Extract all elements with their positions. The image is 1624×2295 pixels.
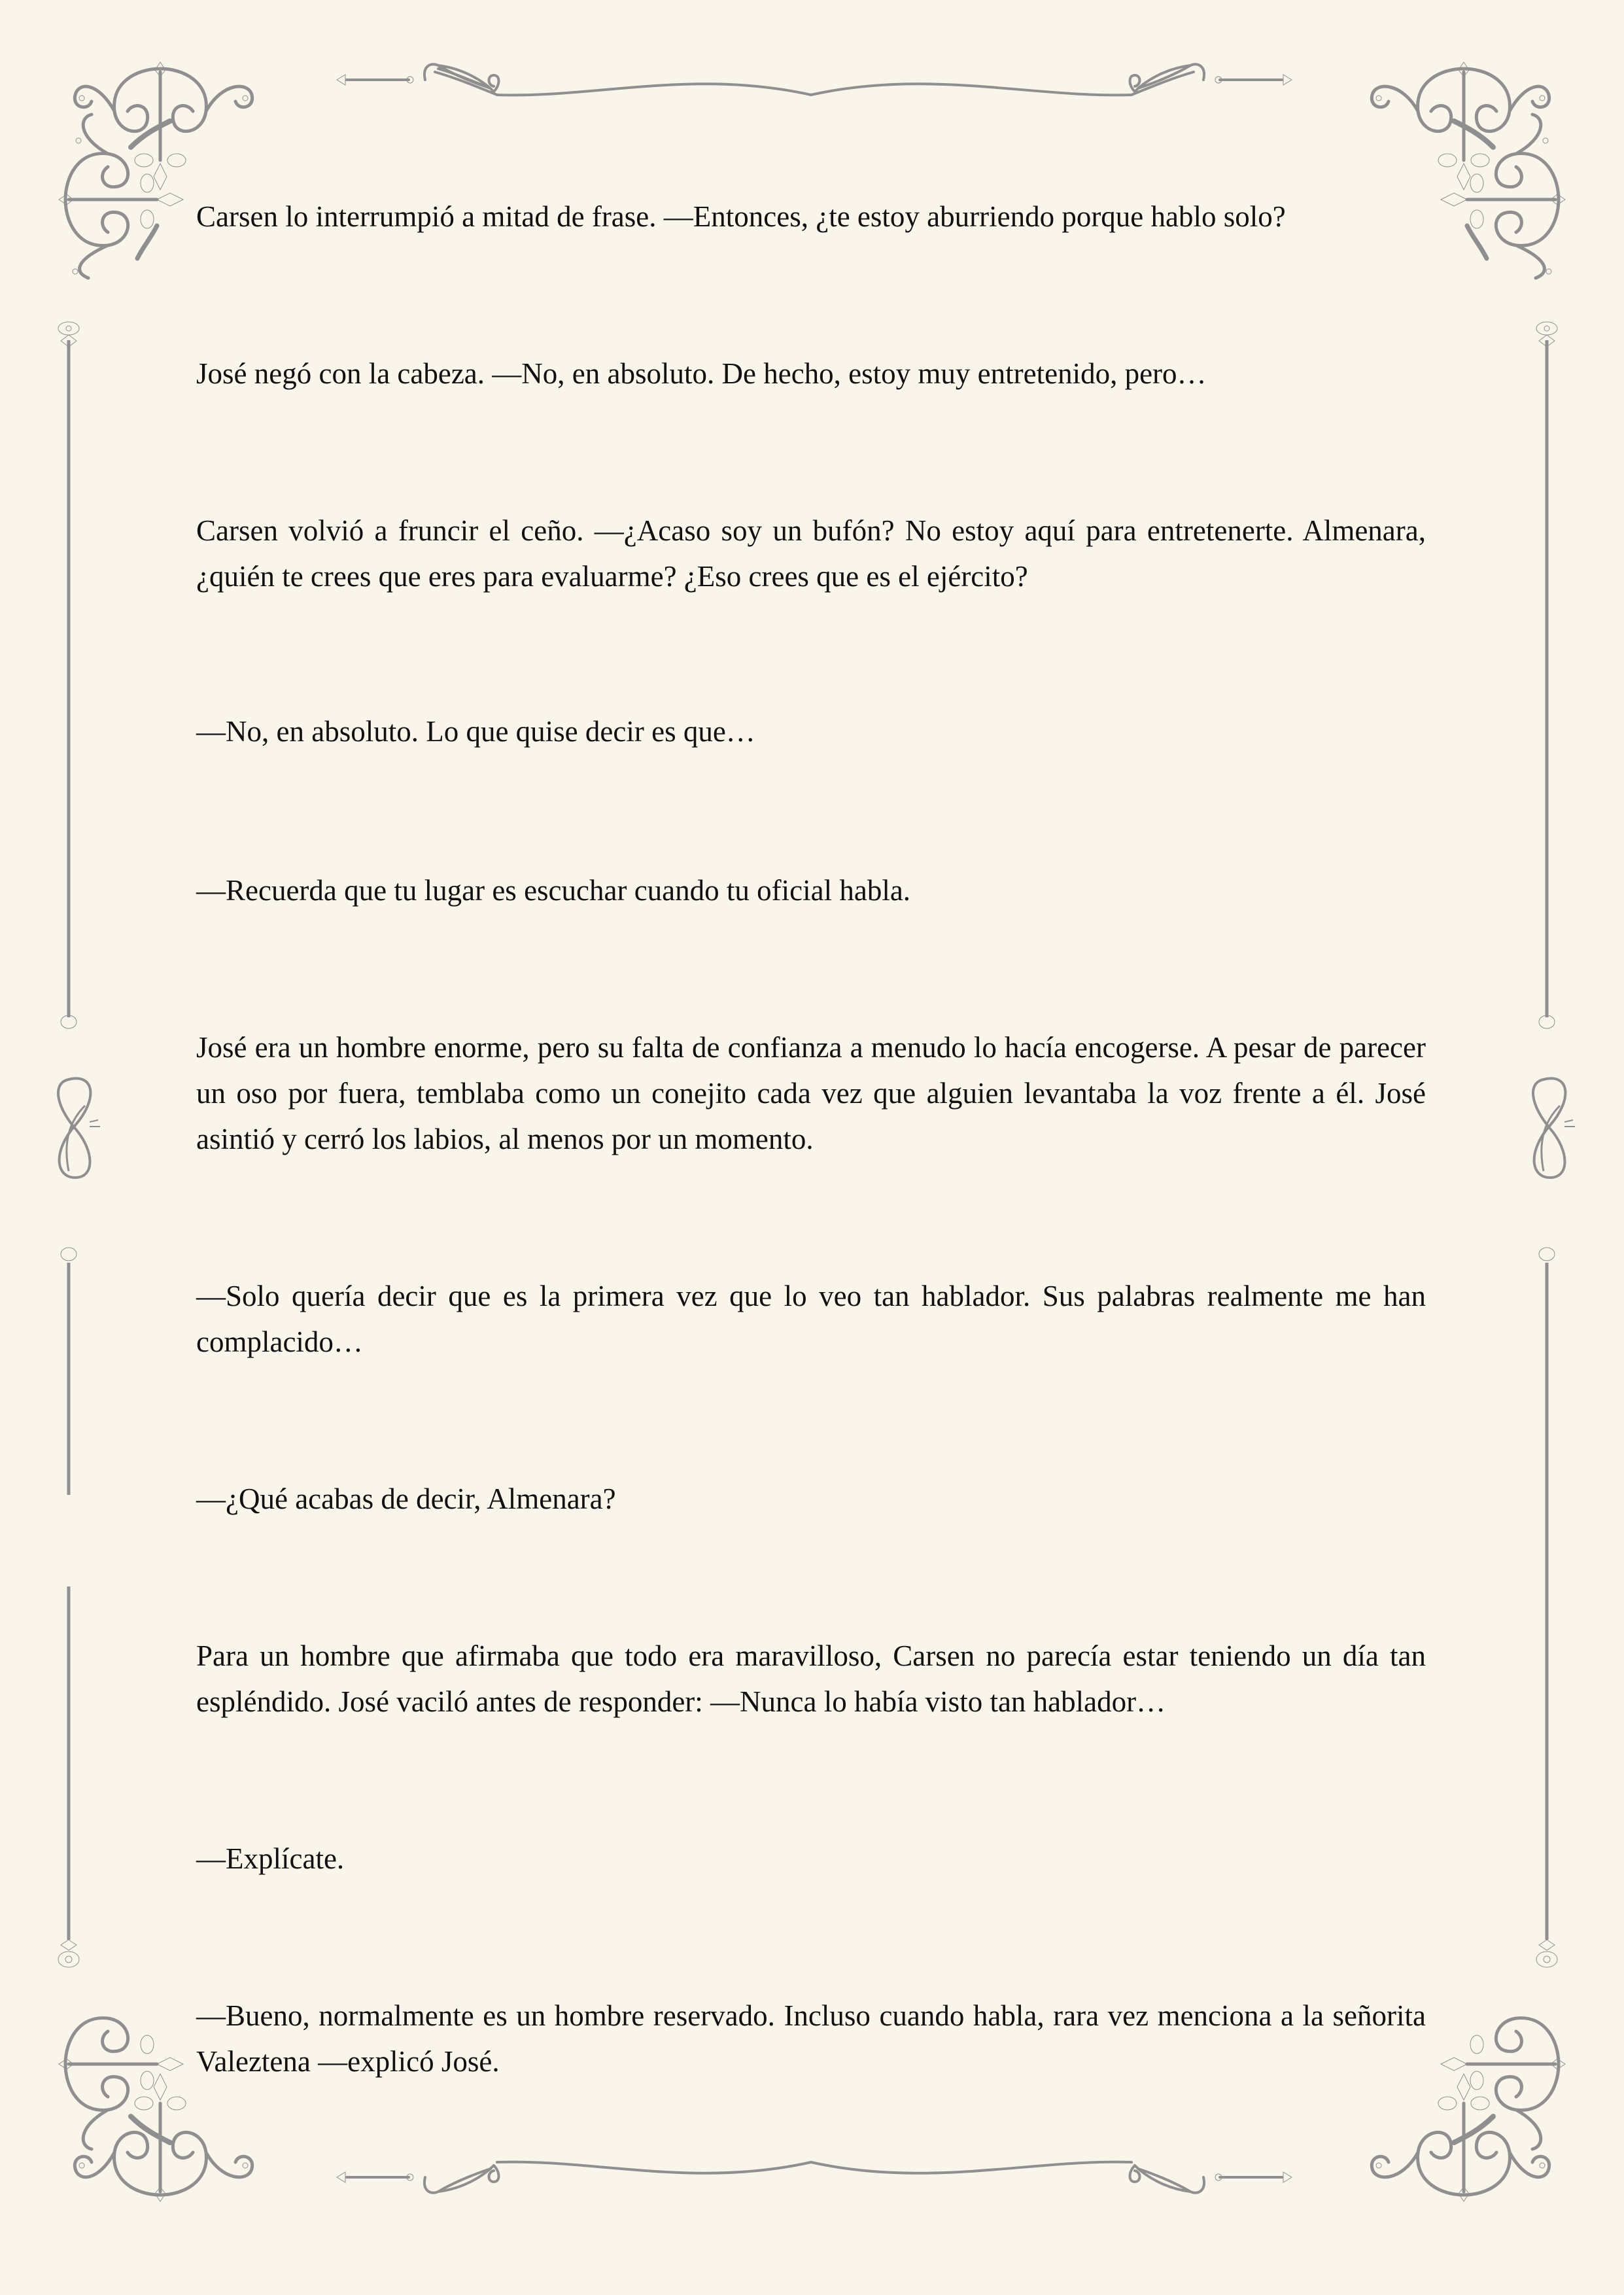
flourish-top-right-icon: [1356, 62, 1565, 258]
flourish-top-left-icon: [59, 62, 268, 258]
paragraph: —No, en absoluto. Lo que quise decir es que…: [196, 715, 755, 748]
paragraph: Carsen volvió a fruncir el ceño. —¿Acaso soy un bufón? No estoy aquí para entretenerte. Almenara, ¿quién te crees que eres para evaluarme? ¿Eso crees que es el ejército?: [196, 514, 1426, 593]
paragraph: —Bueno, normalmente es un hombre reservado. Incluso cuando habla, rara vez menciona a la señorita Valeztena —explicó José.: [196, 1999, 1426, 2078]
scroll-divider-top-icon: [334, 59, 1295, 111]
scroll-divider-bottom-icon: [334, 2146, 1295, 2198]
flourish-bottom-right-icon: [1356, 2005, 1565, 2201]
rod-left-upper-icon: [56, 321, 82, 1040]
flourish-bottom-left-icon: [59, 2005, 268, 2201]
paragraph: —¿Qué acabas de decir, Almenara?: [196, 1482, 616, 1515]
paragraph: José negó con la cabeza. —No, en absoluto. De hecho, estoy muy entretenido, pero…: [196, 357, 1207, 390]
paragraph: —Recuerda que tu lugar es escuchar cuando tu oficial habla.: [196, 874, 911, 907]
rod-right-upper-icon: [1534, 321, 1560, 1040]
paragraph: —Solo quería decir que es la primera vez que lo veo tan hablador. Sus palabras realmente me han complacido…: [196, 1280, 1426, 1358]
paragraph: Carsen lo interrumpió a mitad de frase. —Entonces, ¿te estoy aburriendo porque hablo solo?: [196, 200, 1286, 233]
rod-left-lower-icon: [56, 1246, 82, 1966]
paragraph: —Explícate.: [196, 1842, 345, 1875]
paragraph: Para un hombre que afirmaba que todo era maravilloso, Carsen no parecía estar teniendo un día tan espléndido. José vaciló antes de responder: —Nunca lo había visto tan hablador…: [196, 1639, 1426, 1718]
infinity-knot-right-icon: [1524, 1073, 1576, 1184]
infinity-knot-left-icon: [49, 1073, 101, 1184]
paragraph: José era un hombre enorme, pero su falta de confianza a menudo lo hacía encogerse. A pesar de parecer un oso por fuera, temblaba como un conejito cada vez que alguien levantaba la voz frente a él. José asintió y cerró los labios, al menos por un momento.: [196, 1031, 1426, 1155]
rod-right-lower-icon: [1534, 1246, 1560, 1966]
